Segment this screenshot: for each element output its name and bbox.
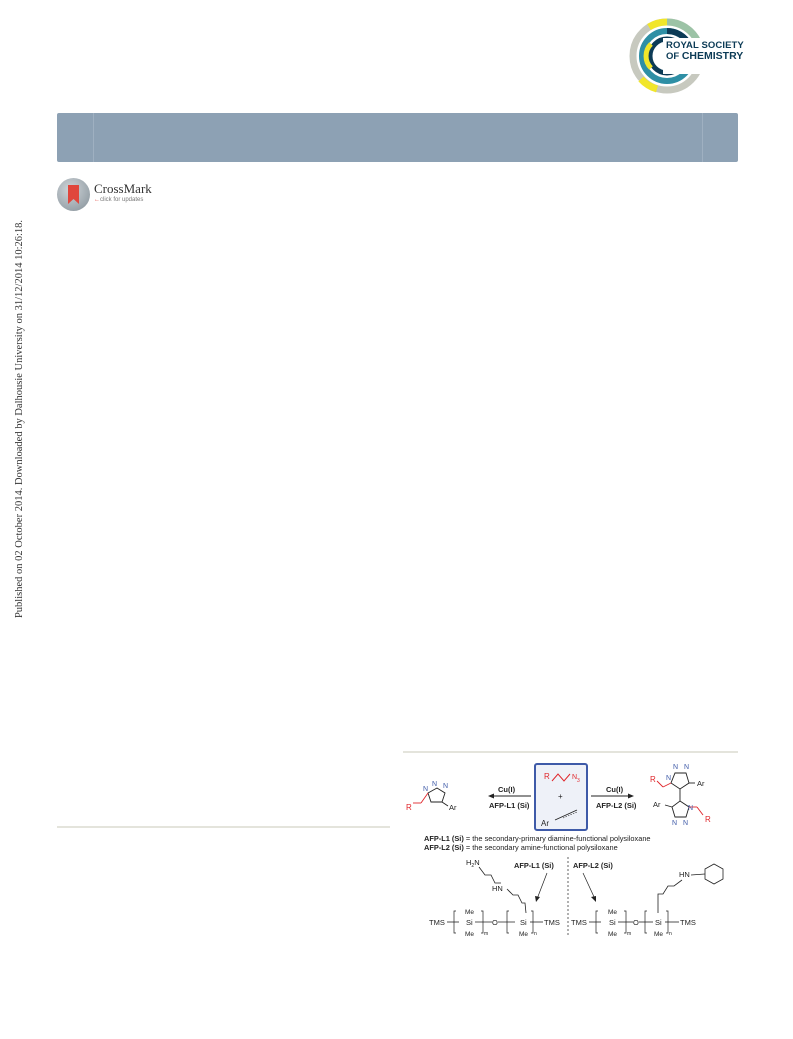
polymer-left — [429, 858, 560, 938]
lp-n-left: N — [423, 786, 429, 793]
left-arrow — [488, 785, 531, 810]
lp-n-mid: N — [443, 783, 449, 790]
rp-n3: N — [666, 775, 672, 782]
graphical-abstract-rule — [403, 751, 738, 753]
svg-text:O: O — [492, 918, 498, 927]
box-n3-sub: 3 — [577, 778, 580, 784]
svg-text:Si: Si — [655, 918, 662, 927]
svg-text:TMS: TMS — [571, 918, 587, 927]
lp-r: R — [406, 803, 412, 812]
right-cu-label: Cu(I) — [606, 785, 624, 794]
right-catalyst-label: AFP-L2 (Si) — [596, 801, 637, 810]
rsc-line1: ROYAL SOCIETY — [666, 40, 744, 51]
svg-text:n: n — [534, 931, 537, 937]
svg-text:m: m — [484, 931, 489, 937]
rsc-line2-chem: CHEMISTRY — [681, 50, 744, 62]
box-n3: N — [572, 774, 578, 781]
right-arrow — [591, 785, 637, 810]
box-plus: + — [558, 792, 563, 801]
svg-text:Si: Si — [466, 918, 473, 927]
lp-ar: Ar — [449, 803, 457, 812]
rp-n1: N — [673, 764, 679, 771]
ligand-definitions — [424, 834, 651, 852]
svg-text:Me: Me — [519, 931, 529, 938]
crossmark-badge[interactable] — [57, 178, 152, 214]
reagent-box — [535, 764, 587, 830]
svg-text:m: m — [627, 931, 632, 937]
svg-text:Me: Me — [608, 909, 618, 916]
box-ar: Ar — [541, 819, 549, 828]
svg-text:TMS: TMS — [680, 918, 696, 927]
rp-n5: N — [672, 820, 678, 827]
svg-text:Me: Me — [465, 931, 475, 938]
left-catalyst-label: AFP-L1 (Si) — [489, 801, 530, 810]
left-cu-label: Cu(I) — [498, 785, 516, 794]
crossmark-sub: ←click for updates — [94, 197, 144, 203]
def2: AFP-L2 (Si) = the secondary amine-functional polysiloxane — [424, 843, 618, 852]
left-product-triazole — [406, 781, 457, 812]
right-product-bistriazole — [650, 764, 711, 827]
reaction-scheme — [403, 755, 738, 940]
svg-text:TMS: TMS — [429, 918, 445, 927]
box-r: R — [544, 772, 550, 781]
svg-text:n: n — [669, 931, 672, 937]
rp-n6: N — [683, 820, 689, 827]
banner-divider — [702, 113, 703, 162]
banner-divider — [93, 113, 94, 162]
rp-ar1: Ar — [697, 779, 705, 788]
svg-text:HN: HN — [679, 870, 690, 879]
crossmark-icon — [57, 178, 90, 211]
polymer-right — [571, 864, 723, 938]
abstract-rule — [57, 826, 390, 828]
svg-text:TMS: TMS — [544, 918, 560, 927]
rsc-line2-of: OF — [666, 51, 680, 62]
def1: AFP-L1 (Si) = the secondary-primary diamine-functional polysiloxane — [424, 834, 651, 843]
rp-r1: R — [650, 775, 656, 784]
download-stamp: Published on 02 October 2014. Downloaded by Dalhousie University on 31/12/2014 10:26:18. — [14, 219, 25, 619]
lp-n-top: N — [432, 781, 438, 788]
crossmark-bookmark-icon — [57, 178, 90, 211]
svg-text:H2N: $H_2N$ — [466, 858, 480, 869]
crossmark-label: CrossMark — [94, 181, 152, 196]
svg-text:HN: HN — [492, 884, 503, 893]
rp-ar2: Ar — [653, 800, 661, 809]
rsc-wordmark — [666, 40, 744, 62]
svg-text:Si: Si — [520, 918, 527, 927]
svg-text:Me: Me — [608, 931, 618, 938]
svg-text:Me: Me — [465, 909, 475, 916]
bottom-label-right: AFP-L2 (Si) — [573, 861, 613, 870]
bottom-label-left: AFP-L1 (Si) — [514, 861, 554, 870]
svg-text:Si: Si — [609, 918, 616, 927]
header-banner — [57, 113, 738, 162]
svg-text:Me: Me — [654, 931, 664, 938]
rp-n4: N — [688, 805, 694, 812]
svg-text:O: O — [633, 918, 639, 927]
rp-r2: R — [705, 815, 711, 824]
rp-n2: N — [684, 764, 690, 771]
